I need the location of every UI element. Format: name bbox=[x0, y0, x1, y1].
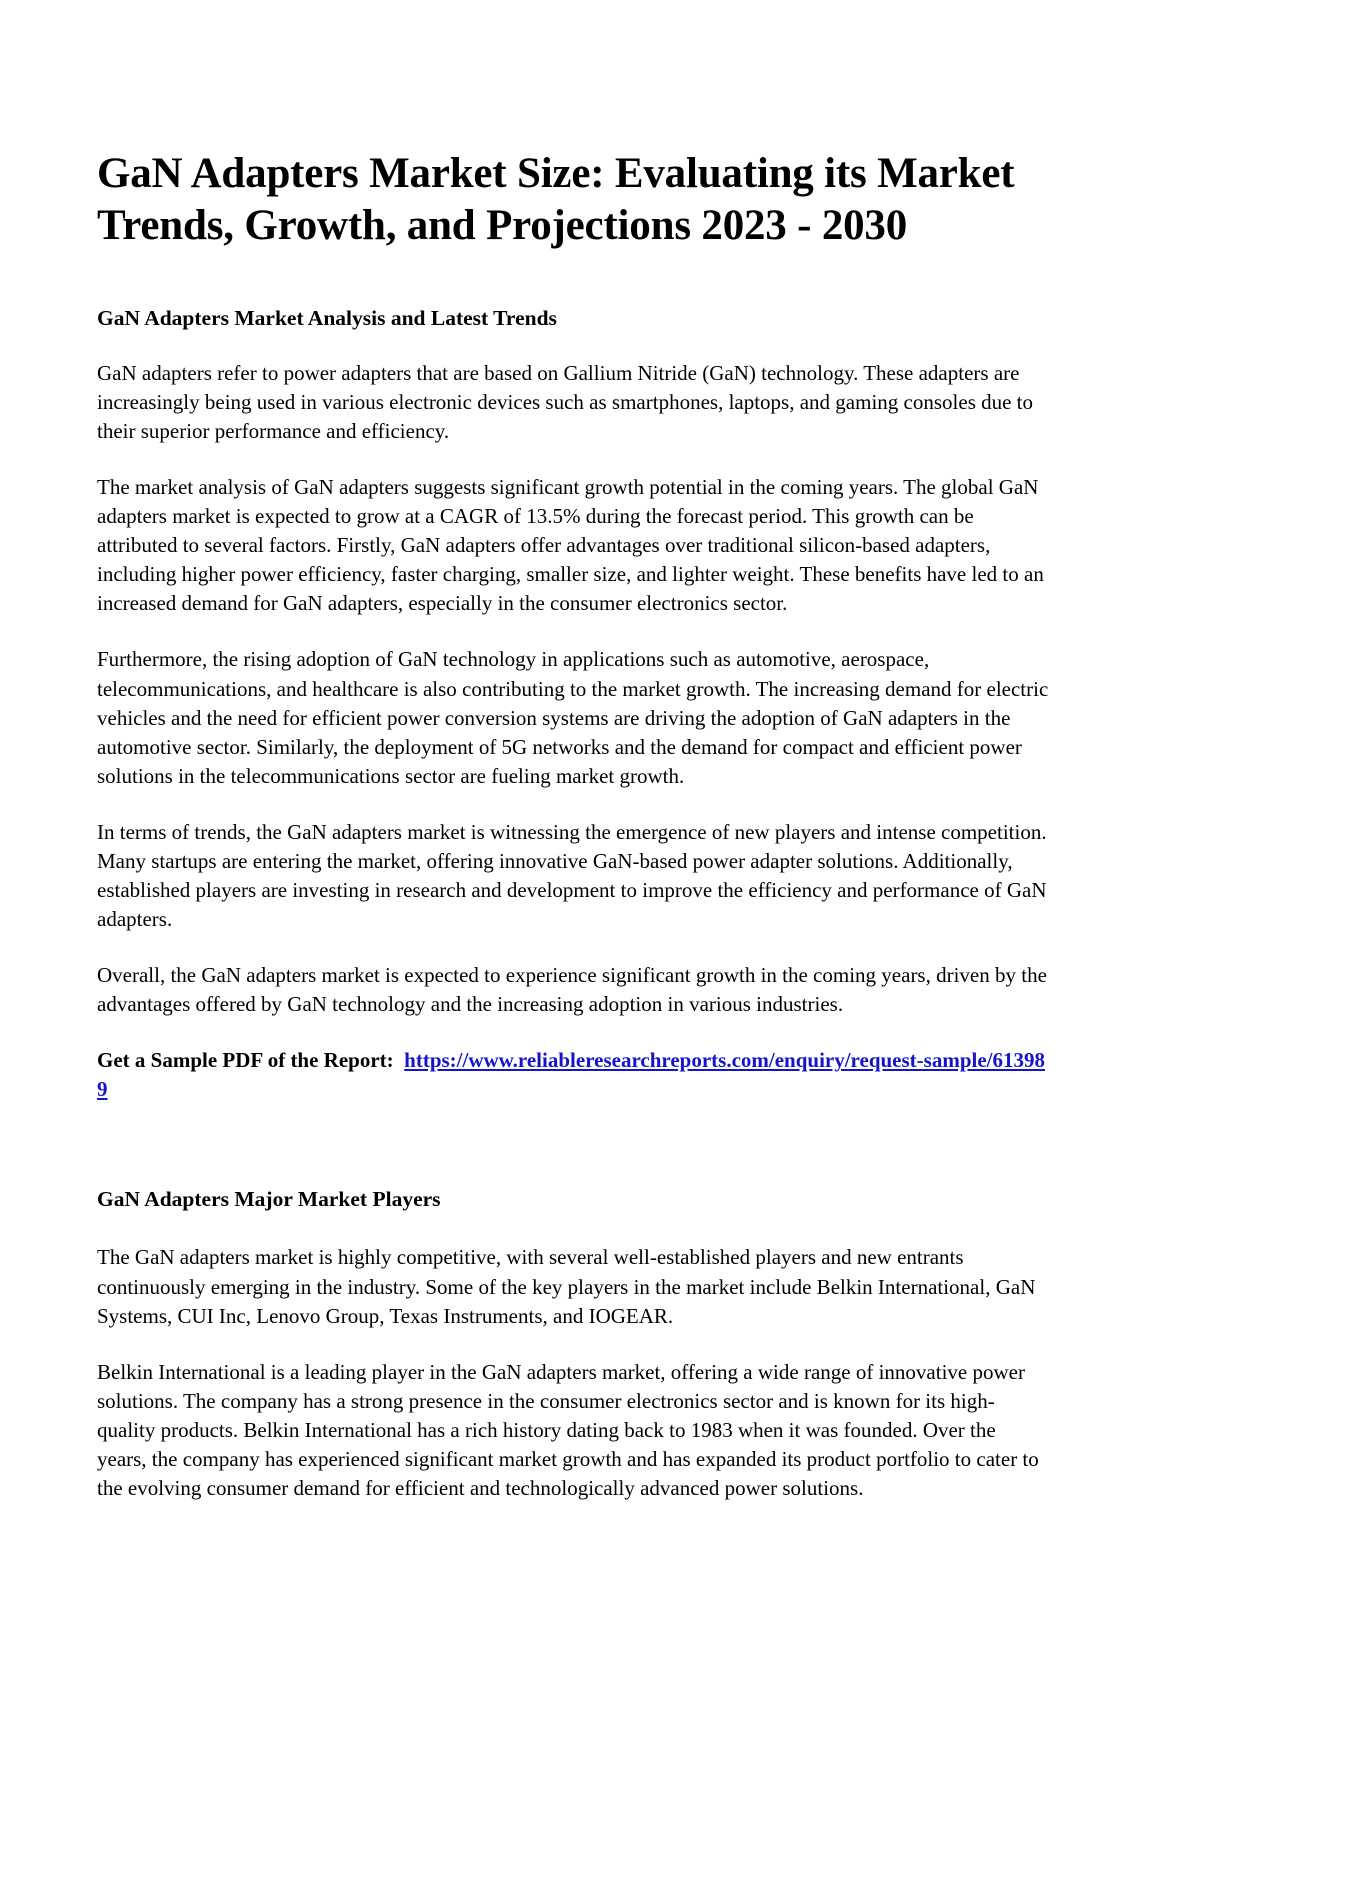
paragraph-adoption-drivers: Furthermore, the rising adoption of GaN technology in applications such as automotive, aerospace, telecommunications, and healthcare is also contributing to the market growth. The increasing demand for electric vehicles and the need for efficient power conversion systems are driving the adoption of GaN adapters in the automotive sector. Similarly, the deployment of 5G networks and the demand for compact and efficient power solutions in the telecommunications sector are fueling market growth. bbox=[97, 647, 1049, 788]
sample-pdf-cta bbox=[97, 1046, 1049, 1104]
section-spacer bbox=[97, 1104, 1040, 1186]
sample-pdf-label: Get a Sample PDF of the Report: bbox=[97, 1048, 394, 1073]
page-title: GaN Adapters Market Size: Evaluating its Market Trends, Growth, and Projections 2023 - 2030 bbox=[97, 150, 1015, 250]
paragraph-key-players-list: The GaN adapters market is highly competitive, with several well-established players and new entrants continuously emerging in the industry. Some of the key players in the market include Belkin International, GaN Systems, CUI Inc, Lenovo Group, Texas Instruments, and IOGEAR. bbox=[97, 1245, 1036, 1328]
section-heading-major-players: GaN Adapters Major Market Players bbox=[97, 1187, 441, 1212]
paragraph-belkin-profile: Belkin International is a leading player in the GaN adapters market, offering a wide range of innovative power solutions. The company has a strong presence in the consumer electronics sector and is known for its high-quality products. Belkin International has a rich history dating back to 1983 when it was founded. Over the years, the company has experienced significant market growth and has expanded its product portfolio to cater to the evolving consumer demand for efficient and technologically advanced power solutions. bbox=[97, 1359, 1039, 1500]
paragraph-gan-definition: GaN adapters refer to power adapters that are based on Gallium Nitride (GaN) technology. These adapters are increasingly being used in various electronic devices such as smartphones, laptops, and gaming consoles due to their superior performance and efficiency. bbox=[97, 360, 1034, 443]
paragraph-overall-outlook: Overall, the GaN adapters market is expected to experience significant growth in the coming years, driven by the advantages offered by GaN technology and the increasing adoption in various industries. bbox=[97, 963, 1047, 1017]
request-sample-link[interactable]: https://www.reliableresearchreports.com/enquiry/request-sample/613989 bbox=[97, 1048, 1045, 1102]
section-heading-market-analysis: GaN Adapters Market Analysis and Latest Trends bbox=[97, 305, 557, 330]
paragraph-market-trends: In terms of trends, the GaN adapters market is witnessing the emergence of new players and intense competition. Many startups are entering the market, offering innovative GaN-based power adapter solutions. Additionally, established players are investing in research and development to improve the efficiency and performance of GaN adapters. bbox=[97, 819, 1047, 932]
paragraph-market-analysis-cagr: The market analysis of GaN adapters suggests significant growth potential in the coming years. The global GaN adapters market is expected to grow at a CAGR of 13.5% during the forecast period. This growth can be attributed to several factors. Firstly, GaN adapters offer advantages over traditional silicon-based adapters, including higher power efficiency, faster charging, smaller size, and lighter weight. These benefits have led to an increased demand for GaN adapters, especially in the consumer electronics sector. bbox=[97, 475, 1044, 616]
